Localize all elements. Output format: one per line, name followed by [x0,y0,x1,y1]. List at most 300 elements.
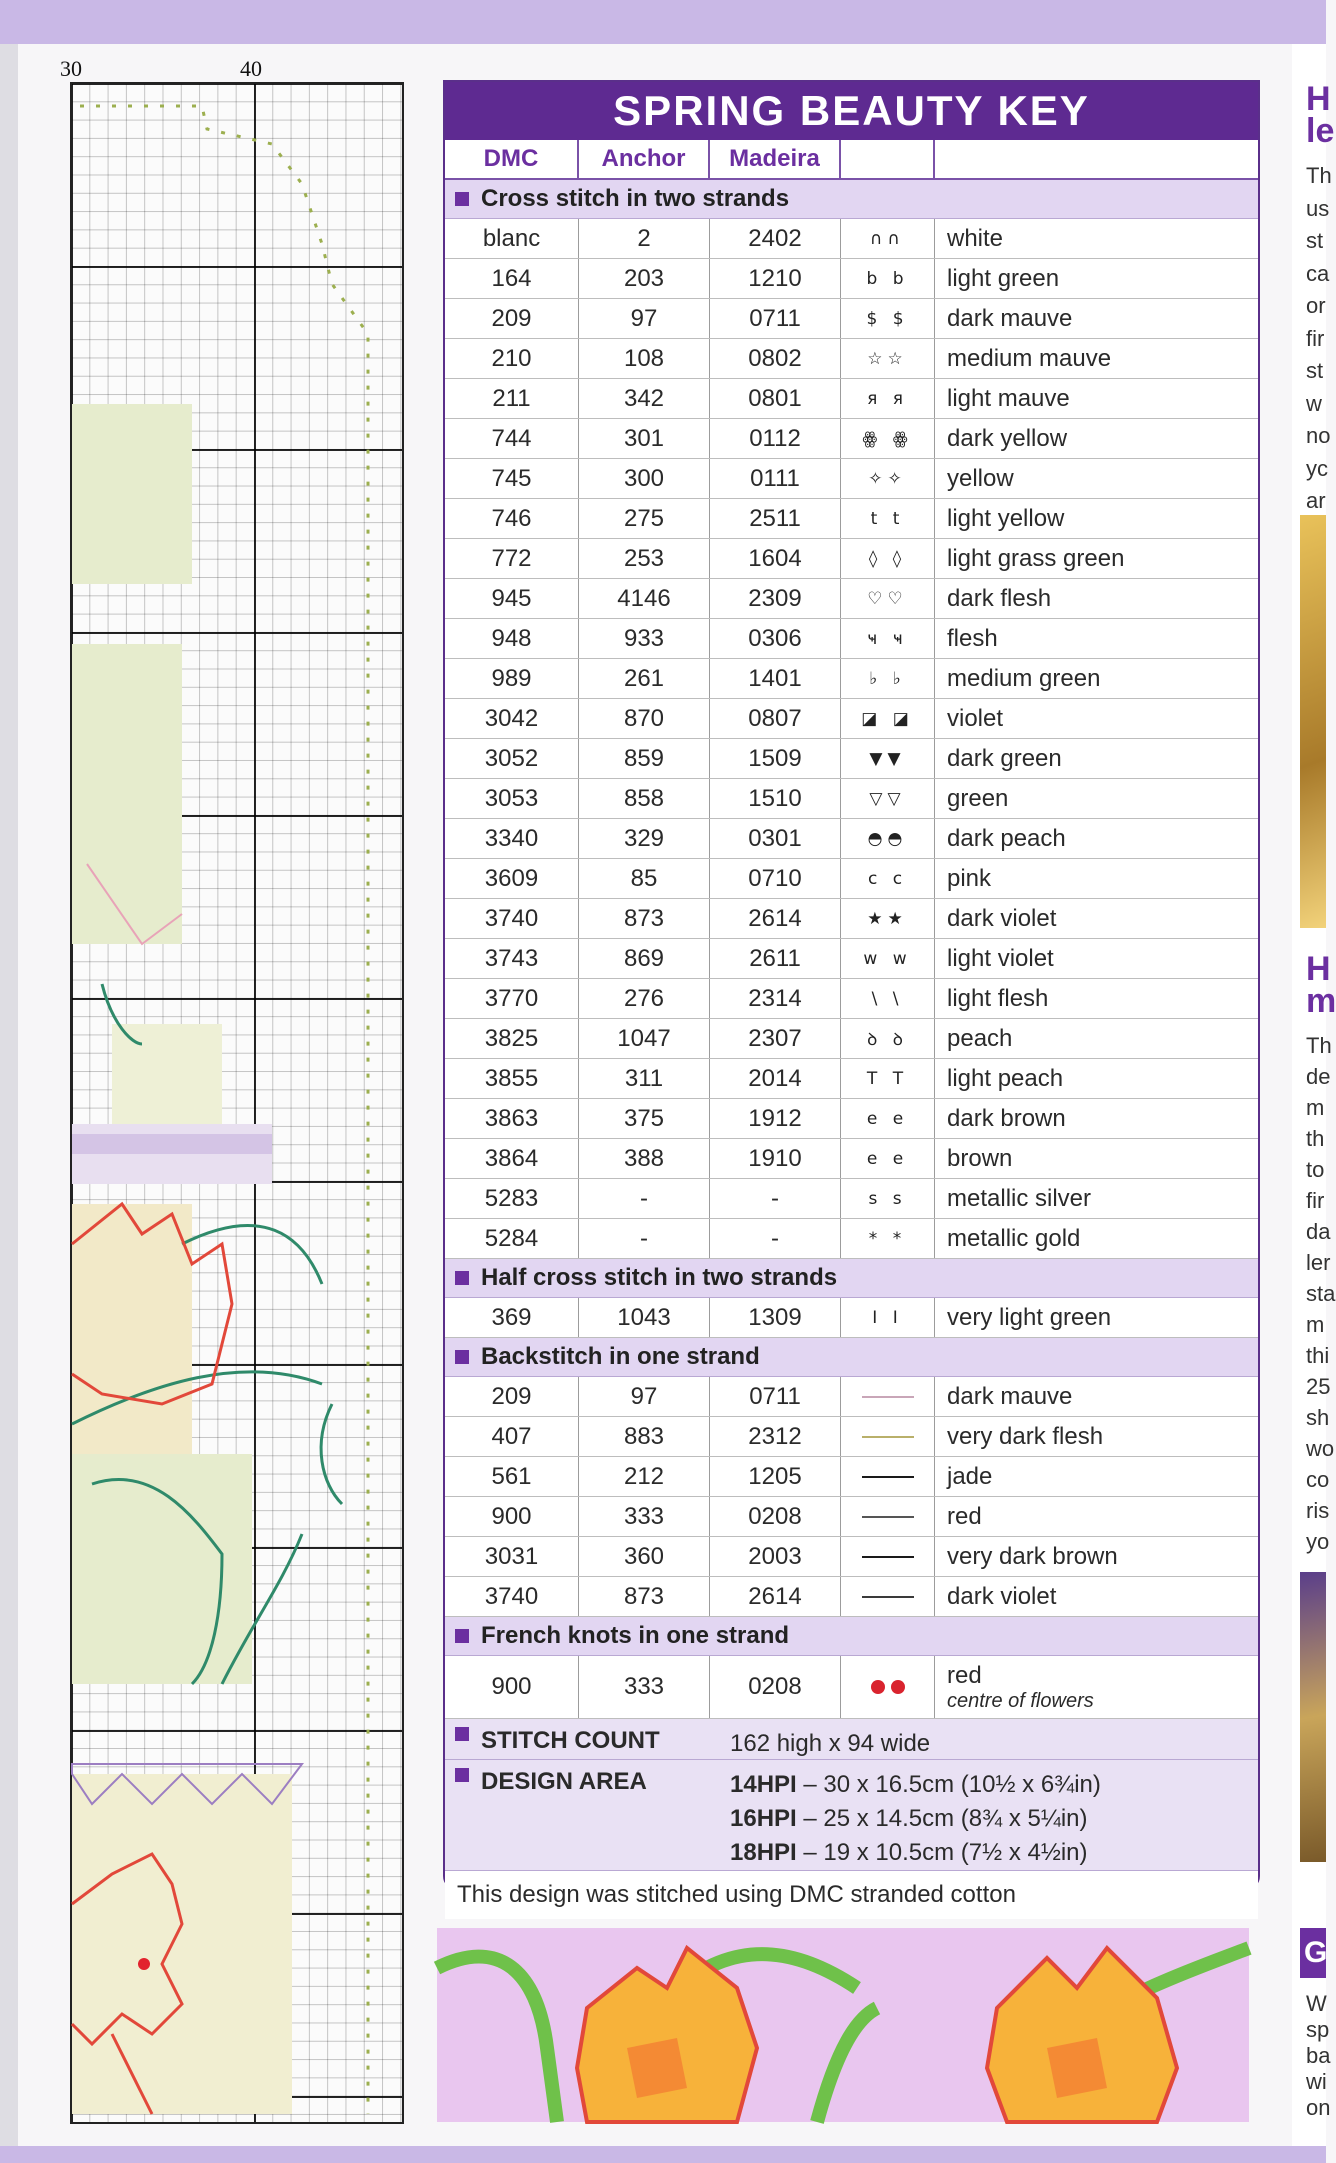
cell-name: jade [947,1462,993,1490]
section-square-icon [455,1768,469,1782]
section-label: Half cross stitch in two strands [481,1264,838,1291]
article-text-line: th [1306,1126,1325,1151]
article-heading-2b: m [1306,982,1336,1020]
cell-dmc: 3855 [445,1059,579,1098]
article-text-line: thi [1306,1343,1330,1368]
half-cross-rows [445,1298,1258,1338]
tulip-flower-1 [577,1948,757,2122]
cell-symbol: ҹ ҹ [841,619,935,658]
cell-madeira: 2003 [710,1537,841,1576]
key-row [445,779,1258,819]
cell-name: very dark brown [947,1542,1118,1570]
header-anchor: Anchor [579,140,710,178]
cell-symbol: ꙮ ꙮ [841,419,935,458]
cell-madeira: 1509 [710,739,841,778]
cell-name: dark mauve [947,304,1073,332]
page-gutter [0,44,18,2146]
cell-symbol: ◓◓ [841,819,935,858]
cell-symbol: * * [841,1219,935,1258]
article-text-line: w [1306,390,1322,416]
stitched-tulip-preview-image [437,1928,1249,2122]
cell-name: flesh [947,624,998,652]
article-text-line: no [1306,423,1331,448]
article-text-line: m [1306,1095,1325,1120]
cell-anchor: 873 [579,1577,710,1616]
backstitch-line-icon [862,1396,914,1398]
cell-dmc: 407 [445,1417,579,1456]
french-knot-note: centre of flowers [947,1689,1094,1712]
cell-madeira: 0111 [710,459,841,498]
cell-name: dark peach [947,824,1066,852]
cell-dmc: 3053 [445,779,579,818]
cell-dmc: 989 [445,659,579,698]
cell-dmc: 3031 [445,1537,579,1576]
article-text-line: 25 [1306,1374,1331,1399]
cell-madeira: 0801 [710,379,841,418]
section-square-icon [455,1271,469,1285]
section-french-knots [445,1617,1258,1656]
article-heading-2: H [1306,950,1331,988]
key-row [445,299,1258,339]
cell-anchor: 108 [579,339,710,378]
cell-name: very dark flesh [947,1422,1104,1450]
cell-madeira: 2309 [710,579,841,618]
chart-artwork [72,84,402,2122]
cell-anchor: - [579,1219,710,1258]
cell-symbol [841,1457,935,1496]
cell-symbol [841,1377,935,1416]
cell-dmc: 164 [445,259,579,298]
tulip-flower-2 [987,1948,1177,2122]
cell-dmc: 945 [445,579,579,618]
cell-name: dark flesh [947,584,1052,612]
article-text-line: sta [1306,1281,1336,1306]
key-row [445,379,1258,419]
article-box-heading: G [1300,1928,1326,1978]
cell-madeira: 0306 [710,619,841,658]
cell-madeira: - [710,1219,841,1258]
cell-anchor: 375 [579,1099,710,1138]
key-row [445,1537,1258,1577]
key-row [445,539,1258,579]
chart-region-light-green-4 [72,1774,292,2114]
cell-name: brown [947,1144,1013,1172]
cell-anchor: 342 [579,379,710,418]
cell-anchor: 301 [579,419,710,458]
cell-symbol: ▼▼ [841,739,935,778]
article-text-line: co [1306,1467,1330,1492]
article-text-line: sh [1306,1405,1330,1430]
article-text-line: yo [1306,1529,1330,1554]
cell-dmc: 3770 [445,979,579,1018]
section-backstitch [445,1338,1258,1377]
cell-name: light violet [947,944,1054,972]
backstitch-line-icon [862,1596,914,1598]
cell-madeira: 0301 [710,819,841,858]
cell-name: dark green [947,744,1062,772]
cell-anchor: 85 [579,859,710,898]
cell-anchor: 212 [579,1457,710,1496]
cell-anchor: 97 [579,1377,710,1416]
french-knot-dot-icon [891,1680,905,1694]
design-area-values [730,1760,1101,1870]
article-text-line: to [1306,1157,1325,1182]
cell-name: very light green [947,1303,1112,1331]
cell-madeira: - [710,1179,841,1218]
key-row [445,1377,1258,1417]
chart-region-yellow [112,1024,222,1134]
cell-anchor: 97 [579,299,710,338]
cell-dmc: 369 [445,1298,579,1337]
chart-french-knot [138,1958,150,1970]
tulip-flower-1-shade [627,2038,687,2098]
cell-dmc: 5284 [445,1219,579,1258]
design-area-label: DESIGN AREA [481,1768,647,1795]
cell-anchor: 261 [579,659,710,698]
cell-madeira: 1510 [710,779,841,818]
cell-madeira: 2402 [710,219,841,258]
cell-name: peach [947,1024,1013,1052]
section-square-icon [455,1350,469,1364]
tulip-stem-1 [437,1957,557,2122]
stitch-count-label-wrap [445,1719,730,1759]
cell-madeira: 1604 [710,539,841,578]
cell-name: violet [947,704,1004,732]
cell-name: pink [947,864,992,892]
cell-dmc: 210 [445,339,579,378]
article-text-line: st [1306,228,1324,253]
cell-dmc: 3825 [445,1019,579,1058]
cell-symbol [841,1577,935,1616]
chart-region-light-green-1 [72,404,192,584]
cell-madeira: 0711 [710,1377,841,1416]
chart-stem-5 [321,1404,342,1504]
stitch-count-value: 162 high x 94 wide [730,1730,931,1757]
key-row [445,339,1258,379]
key-row [445,1298,1258,1338]
cell-name: yellow [947,464,1014,492]
cell-madeira: 0711 [710,299,841,338]
cell-madeira: 0710 [710,859,841,898]
article-text-line: fir [1306,325,1325,351]
cell-madeira: 2014 [710,1059,841,1098]
section-cross-stitch [445,180,1258,219]
cell-dmc: 745 [445,459,579,498]
cell-symbol: ♡♡ [841,579,935,618]
cell-name: dark violet [947,904,1057,932]
section-square-icon [455,192,469,206]
cell-madeira: 1401 [710,659,841,698]
backstitch-rows [445,1377,1258,1617]
spring-beauty-key-table [443,80,1260,1908]
tulip-flower-2-shade [1047,2038,1107,2098]
cell-symbol: T T [841,1059,935,1098]
cell-symbol [841,1417,935,1456]
chart-violet-band [72,1134,272,1154]
key-row [445,979,1258,1019]
key-row [445,1139,1258,1179]
article-text-line: ca [1306,260,1330,286]
header-name [935,140,1258,178]
cell-dmc: 209 [445,1377,579,1416]
cell-anchor: 203 [579,259,710,298]
cell-name: medium green [947,664,1101,692]
article-text-line: m [1306,1312,1325,1337]
cell-madeira: 2511 [710,499,841,538]
section-label: Backstitch in one strand [481,1343,760,1370]
cell-anchor: - [579,1179,710,1218]
cell-symbol: ◊ ◊ [841,539,935,578]
cell-anchor: 869 [579,939,710,978]
cell-anchor: 4146 [579,579,710,618]
article-text-line: sp [1306,2017,1330,2042]
cell-dmc: 744 [445,419,579,458]
cell-symbol: w w [841,939,935,978]
cell-anchor: 1047 [579,1019,710,1058]
design-area-line: 18HPI – 19 x 10.5cm (7½ x 4½in) [730,1839,1088,1866]
section-half-cross [445,1259,1258,1298]
cell-madeira: 1912 [710,1099,841,1138]
cell-dmc: 3052 [445,739,579,778]
cell-symbol: ꝺ ꝺ [841,1019,935,1058]
cell-name [935,1656,1258,1718]
key-row [445,1019,1258,1059]
cell-madeira: 1205 [710,1457,841,1496]
stitch-count-row [445,1719,1258,1760]
cell-symbol: $ $ [841,299,935,338]
key-row [445,1099,1258,1139]
key-row [445,1497,1258,1537]
cell-name: green [947,784,1009,812]
cell-madeira: 1910 [710,1139,841,1178]
article-text-line: fir [1306,1188,1325,1213]
stitch-count-label: STITCH COUNT [481,1727,660,1754]
cell-dmc: 3743 [445,939,579,978]
cell-symbol: я я [841,379,935,418]
cell-name: white [947,224,1004,252]
cell-madeira: 0112 [710,419,841,458]
cell-anchor: 933 [579,619,710,658]
cell-symbol: e e [841,1099,935,1138]
cell-madeira: 2614 [710,899,841,938]
key-title: SPRING BEAUTY KEY [445,82,1258,140]
cell-anchor: 858 [579,779,710,818]
cell-symbol: ▽▽ [841,779,935,818]
cell-name: light mauve [947,384,1070,412]
article-text-line: W [1306,1991,1327,2016]
cell-symbol: t t [841,499,935,538]
article-text-line: ris [1306,1498,1330,1523]
cell-symbol [841,1537,935,1576]
french-knot-row [445,1656,1258,1719]
header-madeira: Madeira [710,140,841,178]
key-row [445,1577,1258,1617]
cell-symbol: I I [841,1298,935,1337]
cell-name: dark yellow [947,424,1068,452]
article-text-line: da [1306,1219,1331,1244]
key-row [445,739,1258,779]
cell-name: dark mauve [947,1382,1073,1410]
cell-dmc: 3042 [445,699,579,738]
cell-symbol: ♭ ♭ [841,659,935,698]
cell-anchor: 300 [579,459,710,498]
cell-dmc: 3740 [445,899,579,938]
key-row [445,459,1258,499]
cell-name: light yellow [947,504,1065,532]
cell-symbol: ◪ ◪ [841,699,935,738]
key-row [445,699,1258,739]
cell-anchor: 1043 [579,1298,710,1337]
article-heading-1b: le [1306,112,1335,150]
article-photo-2 [1300,1572,1326,1862]
bottom-color-band [0,2146,1326,2163]
key-row [445,1219,1258,1259]
cell-name: light peach [947,1064,1064,1092]
article-text-line: yc [1306,455,1328,481]
cell-anchor: 2 [579,219,710,258]
key-header-row [445,140,1258,180]
cross-stitch-rows [445,219,1258,1259]
section-square-icon [455,1629,469,1643]
cell-name: metallic gold [947,1224,1081,1252]
article-text-line: on [1306,2095,1331,2120]
chart-column-label-40: 40 [240,56,262,81]
key-row [445,859,1258,899]
backstitch-line-icon [862,1476,914,1478]
cell-madeira: 0208 [710,1497,841,1536]
cell-anchor: 870 [579,699,710,738]
key-row [445,1179,1258,1219]
cell-anchor: 333 [579,1497,710,1536]
cell-dmc: 900 [445,1656,579,1718]
key-row [445,819,1258,859]
backstitch-line-icon [862,1556,914,1558]
cell-symbol [841,1656,935,1718]
top-color-band [0,0,1326,44]
cell-name: metallic silver [947,1184,1092,1212]
article-text-line: ar [1306,488,1326,513]
key-row [445,419,1258,459]
cell-madeira: 2614 [710,1577,841,1616]
cell-dmc: blanc [445,219,579,258]
cell-dmc: 3863 [445,1099,579,1138]
tulip-illustration [437,1928,1249,2122]
key-row [445,579,1258,619]
cell-madeira: 1309 [710,1298,841,1337]
article-text-line: ler [1306,1250,1331,1275]
cell-madeira: 0208 [710,1656,841,1718]
section-square-icon [455,1727,469,1741]
header-dmc: DMC [445,140,579,178]
article-text-line: or [1306,293,1326,318]
cell-symbol: ꜱ ꜱ [841,1179,935,1218]
french-knot-name: red [947,1661,982,1689]
cell-dmc: 561 [445,1457,579,1496]
key-footnote: This design was stitched using DMC stranded cotton [445,1871,1258,1919]
cell-madeira: 1210 [710,259,841,298]
key-row [445,899,1258,939]
cell-anchor: 883 [579,1417,710,1456]
cell-symbol [841,1497,935,1536]
cell-symbol: ∩∩ [841,219,935,258]
key-row [445,1417,1258,1457]
cell-symbol: c c [841,859,935,898]
cell-anchor: 276 [579,979,710,1018]
key-row [445,499,1258,539]
key-row [445,659,1258,699]
cell-madeira: 0807 [710,699,841,738]
cross-stitch-chart [70,82,404,2124]
cell-anchor: 873 [579,899,710,938]
cell-dmc: 900 [445,1497,579,1536]
backstitch-line-icon [862,1436,914,1438]
key-row [445,1059,1258,1099]
cell-madeira: 2611 [710,939,841,978]
article-text-line: Th [1306,163,1332,188]
backstitch-line-icon [862,1516,914,1518]
cell-dmc: 746 [445,499,579,538]
cell-madeira: 2307 [710,1019,841,1058]
design-area-line: 14HPI – 30 x 16.5cm (10½ x 6¾in) [730,1771,1101,1798]
key-row [445,219,1258,259]
article-text-line: ba [1306,2043,1331,2068]
key-row [445,619,1258,659]
cell-symbol: ★★ [841,899,935,938]
chart-column-label-30: 30 [60,56,82,81]
article-text-line: wo [1306,1436,1335,1461]
key-row [445,1457,1258,1497]
cell-dmc: 5283 [445,1179,579,1218]
cell-name: medium mauve [947,344,1112,372]
cell-dmc: 211 [445,379,579,418]
design-area-row [445,1760,1258,1871]
cell-name: red [947,1502,982,1530]
cell-anchor: 275 [579,499,710,538]
cell-anchor: 329 [579,819,710,858]
cell-symbol: ✧✧ [841,459,935,498]
french-knot-dot-icon [871,1680,885,1694]
cell-madeira: 0802 [710,339,841,378]
cell-dmc: 3340 [445,819,579,858]
cell-dmc: 3609 [445,859,579,898]
cell-anchor: 333 [579,1656,710,1718]
cell-name: light grass green [947,544,1125,572]
key-row [445,259,1258,299]
article-heading-1: H [1306,80,1331,118]
cell-dmc: 3740 [445,1577,579,1616]
cell-symbol: b b [841,259,935,298]
chart-stem-1 [182,1225,322,1284]
section-label: French knots in one strand [481,1622,790,1649]
cell-symbol: e e [841,1139,935,1178]
cell-dmc: 948 [445,619,579,658]
article-text-line: st [1306,358,1324,383]
cell-name: light flesh [947,984,1049,1012]
cell-anchor: 388 [579,1139,710,1178]
chart-region-light-green-2 [72,644,182,944]
key-row [445,939,1258,979]
article-text-line: us [1306,195,1330,221]
cell-madeira: 2314 [710,979,841,1018]
design-area-label-wrap [445,1760,730,1870]
article-text-line: Th [1306,1033,1332,1058]
cell-anchor: 859 [579,739,710,778]
cell-anchor: 253 [579,539,710,578]
chart-region-light-green-3 [72,1454,252,1684]
cell-name: dark violet [947,1582,1057,1610]
cell-dmc: 3864 [445,1139,579,1178]
header-symbol [841,140,935,178]
